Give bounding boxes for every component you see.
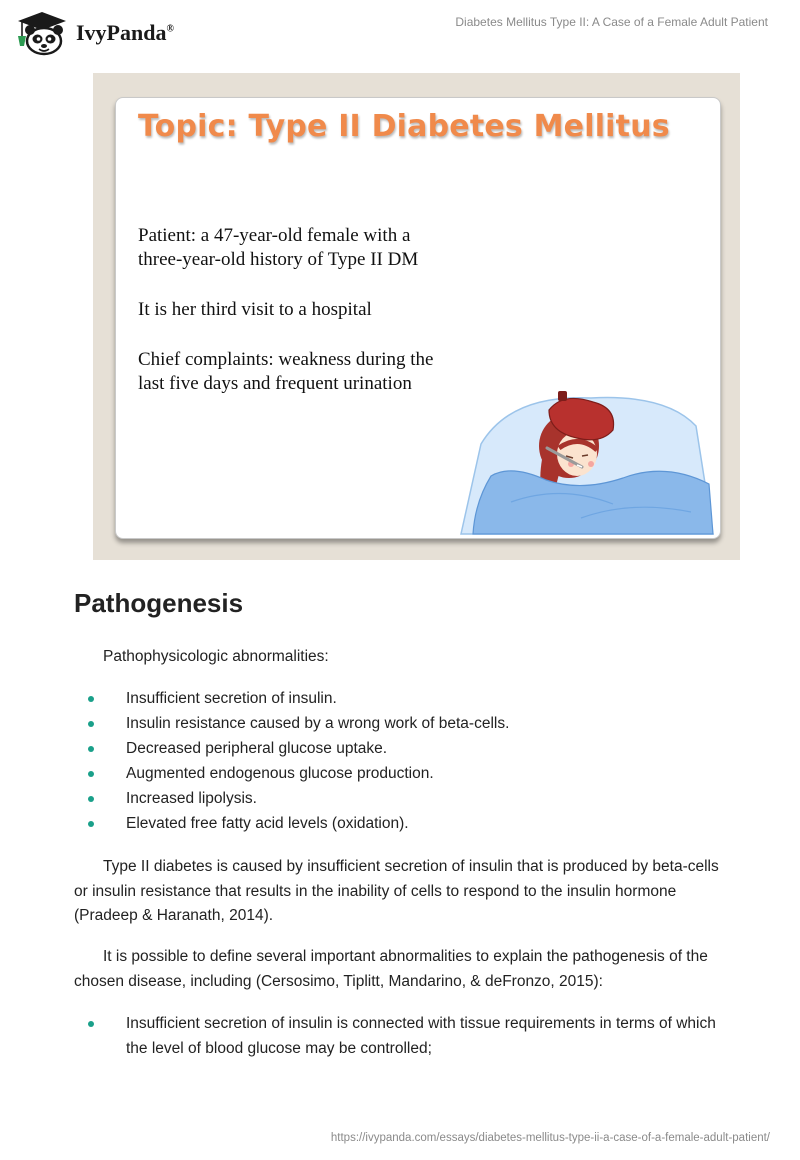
bullet-icon	[88, 696, 94, 702]
list-item: Increased lipolysis.	[74, 786, 734, 811]
list-item: Insufficient secretion of insulin is connected with tissue requirements in terms of which the level of blood glucose may be controlled;	[74, 1011, 734, 1061]
list-item: Insufficient secretion of insulin.	[74, 686, 734, 711]
slide-image-frame	[93, 73, 740, 560]
body-paragraph: Type II diabetes is caused by insufficient secretion of insulin that is produced by beta-cells or insulin resistance that results in the inability of cells to respond to the insulin hormone (Pradeep & Haranath, 2014).	[74, 858, 719, 924]
slide-title: Topic: Type II Diabetes Mellitus	[138, 109, 670, 144]
section-heading: Pathogenesis	[74, 588, 244, 618]
bullet-icon	[88, 796, 94, 802]
body-paragraph: It is possible to define several important abnormalities to explain the pathogenesis of the chosen disease, including (Cersosimo, Tiplitt, Mandarino, & deFronzo, 2015):	[74, 948, 708, 990]
slide-paragraph: Patient: a 47-year-old female with a three-year-old history of Type II DM	[138, 225, 419, 270]
slide-paragraph: It is her third visit to a hospital	[138, 299, 372, 320]
slide-paragraph: Chief complaints: weakness during the last five days and frequent urination	[138, 349, 434, 394]
running-title: Diabetes Mellitus Type II: A Case of a Female Adult Patient	[455, 15, 768, 29]
abnormalities-detail-list	[74, 1011, 734, 1061]
abnormalities-list	[74, 686, 734, 836]
presentation-slide	[115, 97, 721, 539]
bullet-icon	[88, 821, 94, 827]
bullet-icon	[88, 746, 94, 752]
page-header	[0, 0, 800, 60]
brand-name: IvyPanda®	[76, 20, 174, 45]
list-item: Decreased peripheral glucose uptake.	[74, 736, 734, 761]
bullet-icon	[88, 721, 94, 727]
bullet-icon	[88, 1021, 94, 1027]
sick-patient-in-bed-illustration	[451, 384, 721, 539]
source-url-link[interactable]: https://ivypanda.com/essays/diabetes-mellitus-type-ii-a-case-of-a-female-adult-patient/	[330, 1132, 770, 1144]
list-item: Elevated free fatty acid levels (oxidation).	[74, 811, 734, 836]
panda-graduation-icon	[14, 10, 70, 56]
list-item: Insulin resistance caused by a wrong work of beta-cells.	[74, 711, 734, 736]
bullet-icon	[88, 771, 94, 777]
list-item: Augmented endogenous glucose production.	[74, 761, 734, 786]
slide-body	[138, 224, 488, 422]
ivypanda-logo[interactable]	[14, 8, 204, 58]
lead-text: Pathophysicologic abnormalities:	[103, 648, 329, 665]
